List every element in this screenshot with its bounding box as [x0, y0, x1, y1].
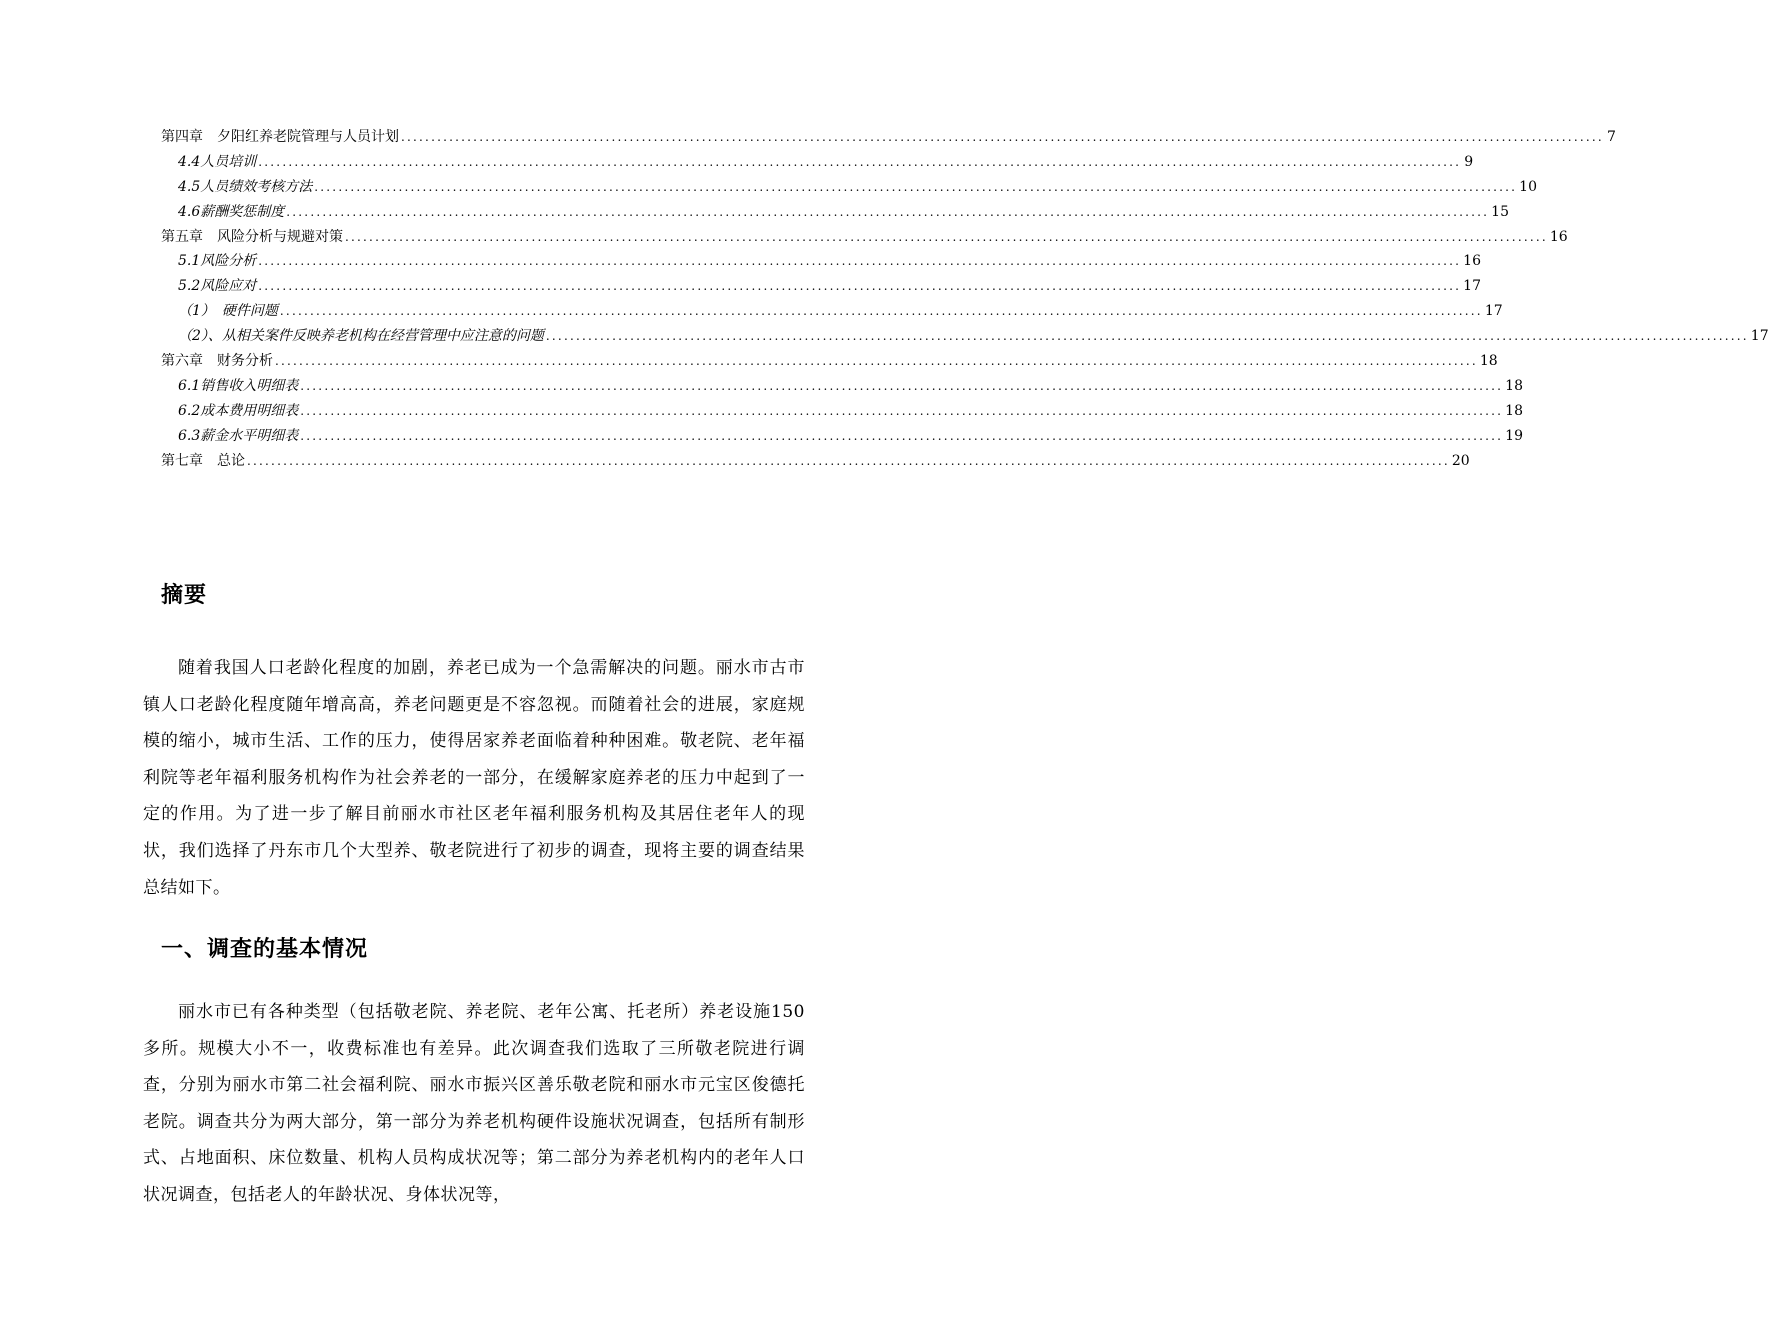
toc-entry-title: 第六章 财务分析 — [161, 353, 273, 370]
toc-entry-page: 18 — [1505, 402, 1523, 419]
toc-entry-page: 17 — [1484, 303, 1503, 320]
toc-entry-page: 9 — [1464, 153, 1474, 170]
toc-leader-dots: ........................................................................................................................................................................................................ — [247, 453, 1450, 468]
toc-entry[interactable] — [161, 175, 1537, 200]
toc-entry[interactable] — [161, 449, 1470, 474]
toc-entry-title: 第七章 总论 — [161, 452, 245, 469]
toc-entry-title: 第四章 夕阳红养老院管理与人员计划 — [161, 129, 399, 145]
section-heading: 一、调查的基本情况 — [161, 937, 369, 962]
toc-entry-page: 7 — [1606, 129, 1616, 145]
toc-entry-title: 4.4人员培训 — [178, 153, 257, 170]
section-paragraph: 丽水市已有各种类型（包括敬老院、养老院、老年公寓、托老所）养老设施150多所。规模大小不一，收费标准也有差异。此次调查我们选取了三所敬老院进行调查，分别为丽水市第二社会福利院、丽水市振兴区善乐敬老院和丽水市元宝区俊德托老院。调查共分为两大部分，第一部分为养老机构硬件设施状况调查，包括所有制形式、占地面积、床位数量、机构人员构成状况等；第二部分为养老机构内的老年人口状况调查，包括老人的年龄状况、身体状况等， — [143, 1002, 805, 1205]
toc-entry-page: 19 — [1505, 427, 1523, 444]
toc-entry-page: 18 — [1479, 353, 1498, 370]
toc-entry-title: 4.6薪酬奖惩制度 — [178, 203, 285, 220]
toc-leader-dots: ........................................................................................................................................................................................................ — [401, 130, 1604, 144]
toc-leader-dots: ........................................................................................................................................................................................................ — [300, 428, 1504, 443]
toc-entry-title: 6.1销售收入明细表 — [178, 377, 299, 394]
toc-leader-dots: ........................................................................................................................................................................................................ — [314, 179, 1518, 194]
toc-entry-title: 4.5人员绩效考核方法 — [178, 178, 313, 195]
toc-leader-dots: ........................................................................................................................................................................................................ — [345, 229, 1548, 244]
toc-entry-title: 5.1风险分析 — [178, 253, 257, 270]
toc-entry-page: 16 — [1463, 253, 1481, 270]
toc-leader-dots: ........................................................................................................................................................................................................ — [258, 154, 1462, 169]
toc-leader-dots: ........................................................................................................................................................................................................ — [545, 329, 1749, 344]
toc-entry[interactable] — [161, 424, 1523, 449]
abstract-heading: 摘要 — [161, 583, 208, 608]
toc-entry-page: 18 — [1505, 377, 1523, 394]
toc-entry-page: 20 — [1451, 452, 1470, 469]
toc-entry-title: 6.3薪金水平明细表 — [178, 427, 299, 444]
toc-entry[interactable] — [161, 324, 1769, 349]
toc-entry[interactable] — [161, 399, 1523, 424]
toc-entry[interactable] — [161, 299, 1503, 324]
toc-entry[interactable] — [161, 200, 1509, 225]
toc-entry[interactable] — [161, 374, 1523, 399]
toc-entry[interactable] — [161, 125, 1616, 150]
toc-leader-dots: ........................................................................................................................................................................................................ — [258, 279, 1462, 294]
toc-entry-title: （2）、从相关案件反映养老机构在经营管理中应注意的问题 — [178, 328, 544, 345]
toc-entry-title: 5.2风险应对 — [178, 278, 257, 295]
toc-entry-page: 17 — [1463, 278, 1481, 295]
toc-leader-dots: ........................................................................................................................................................................................................ — [258, 254, 1462, 269]
toc-entry[interactable] — [161, 274, 1481, 299]
toc-entry-page: 15 — [1491, 203, 1509, 220]
toc-entry-page: 10 — [1519, 178, 1537, 195]
toc-entry-title: （1） 硬件问题 — [178, 303, 278, 320]
toc-entry[interactable] — [161, 249, 1481, 274]
toc-entry-page: 17 — [1750, 328, 1769, 345]
toc-entry-page: 16 — [1549, 228, 1568, 245]
toc-entry[interactable] — [161, 349, 1498, 374]
toc-leader-dots: ........................................................................................................................................................................................................ — [279, 304, 1483, 319]
toc-leader-dots: ........................................................................................................................................................................................................ — [300, 403, 1504, 418]
toc-leader-dots: ........................................................................................................................................................................................................ — [286, 204, 1490, 219]
abstract-paragraph: 随着我国人口老龄化程度的加剧，养老已成为一个急需解决的问题。丽水市古市镇人口老龄化程度随年增高高，养老问题更是不容忽视。而随着社会的进展，家庭规模的缩小，城市生活、工作的压力，使得居家养老面临着种种困难。敬老院、老年福利院等老年福利服务机构作为社会养老的一部分，在缓解家庭养老的压力中起到了一定的作用。为了进一步了解目前丽水市社区老年福利服务机构及其居住老年人的现状，我们选择了丹东市几个大型养、敬老院进行了初步的调查，现将主要的调查结果总结如下。 — [143, 658, 805, 898]
toc-entry[interactable] — [161, 225, 1568, 250]
toc-leader-dots: ........................................................................................................................................................................................................ — [275, 354, 1478, 369]
toc-entry-title: 6.2成本费用明细表 — [178, 402, 299, 419]
toc-entry-title: 第五章 风险分析与规避对策 — [161, 228, 343, 245]
toc-leader-dots: ........................................................................................................................................................................................................ — [300, 378, 1504, 393]
toc-entry[interactable] — [161, 150, 1474, 175]
table-of-contents — [161, 125, 1769, 473]
